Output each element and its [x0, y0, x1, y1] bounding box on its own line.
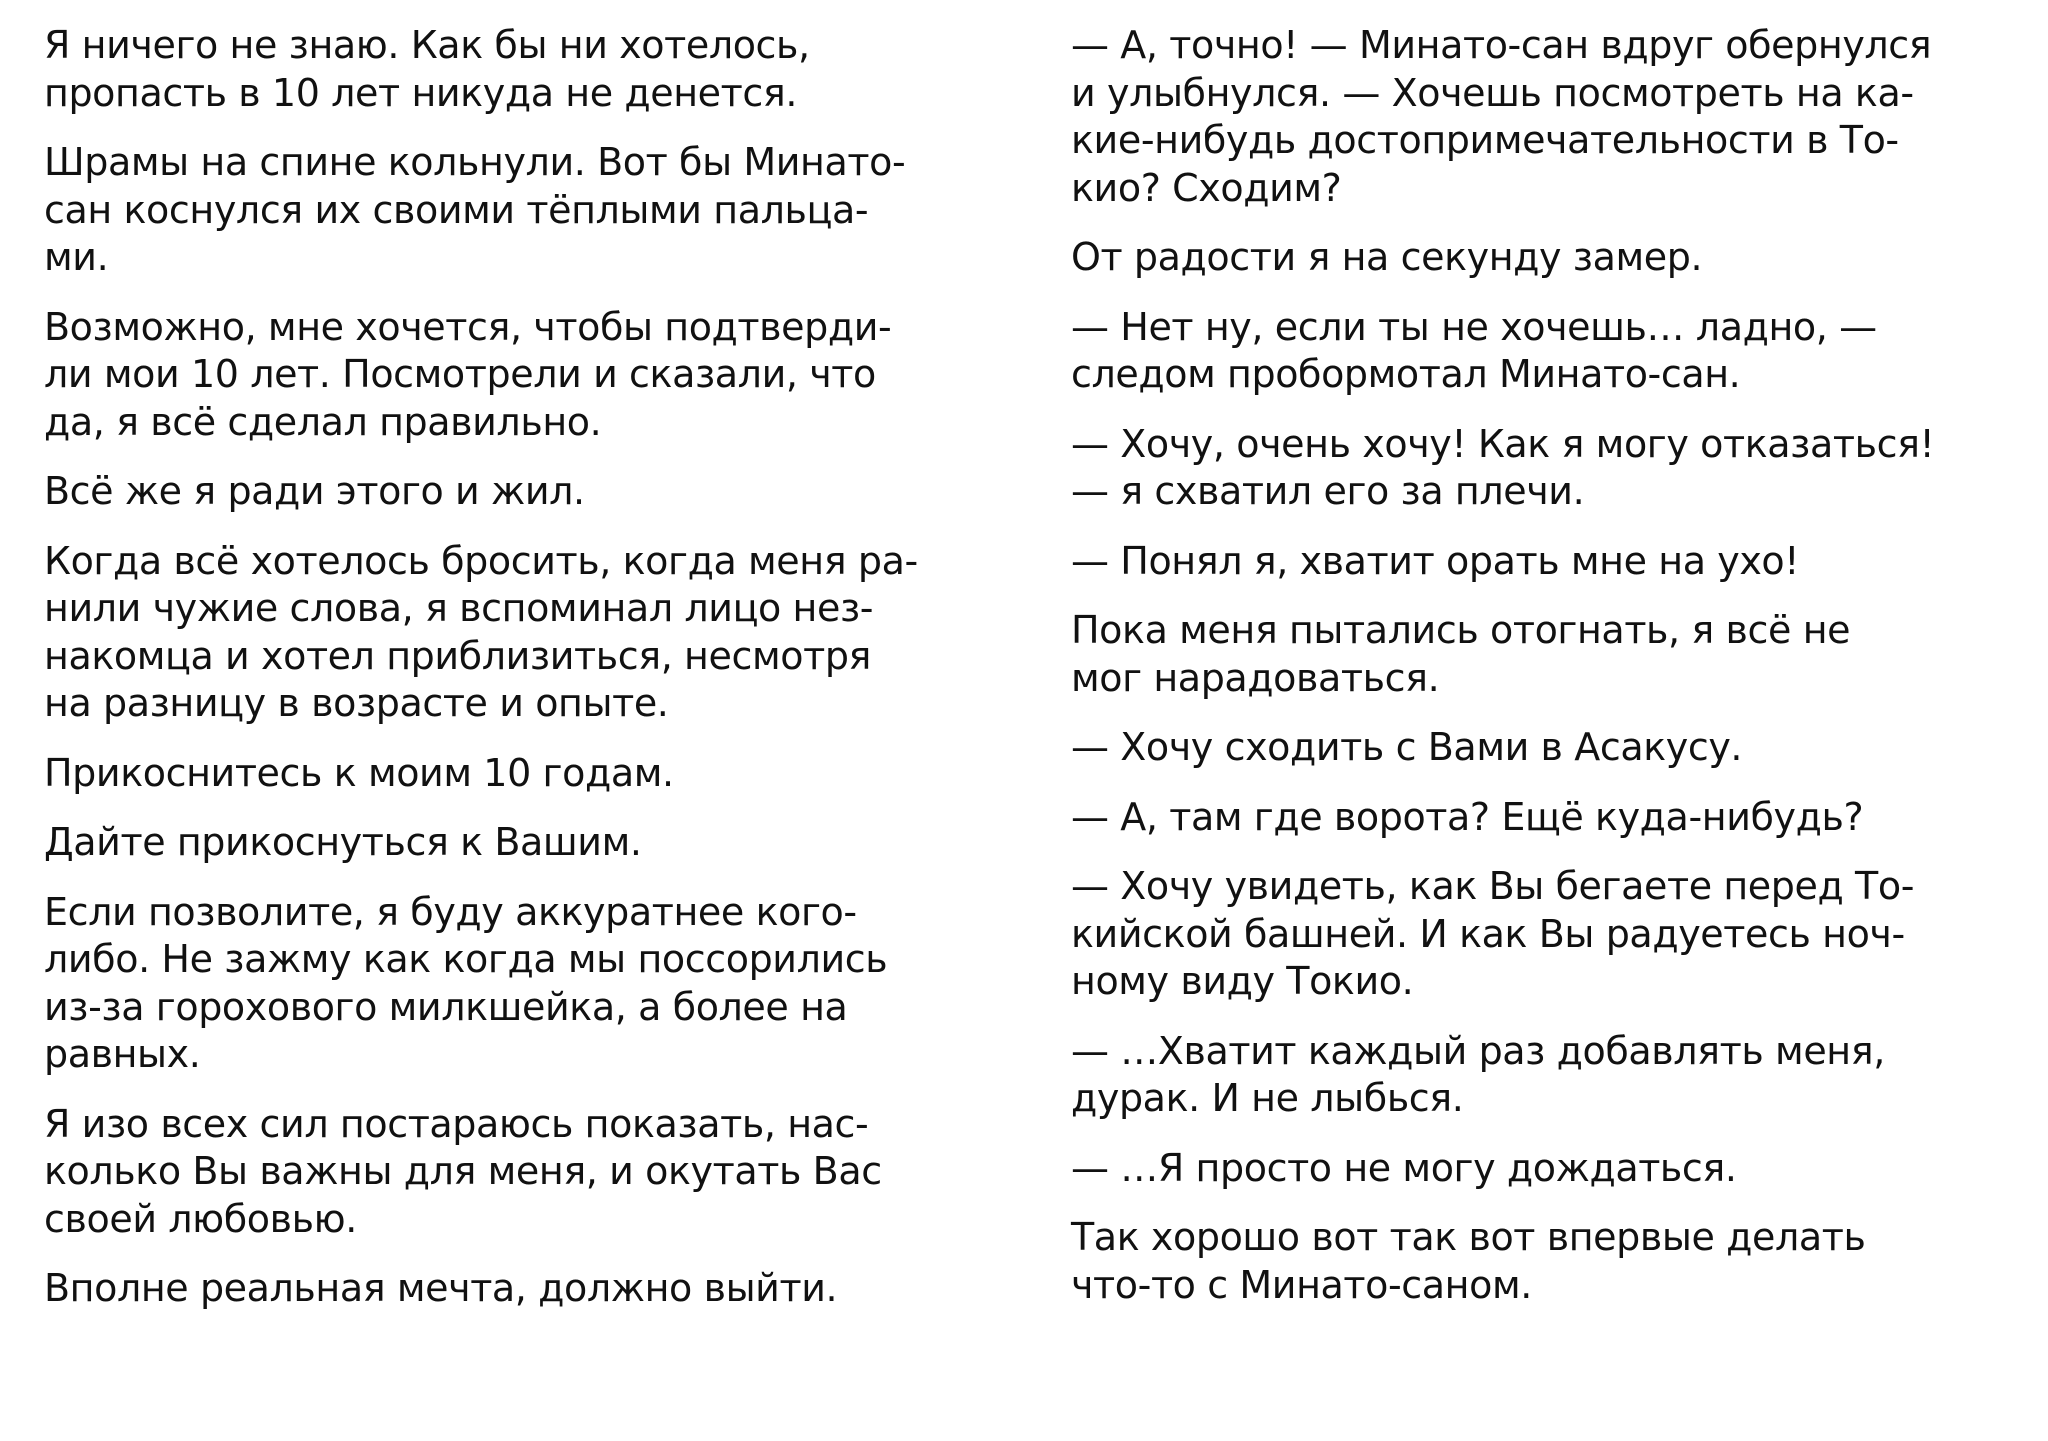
text-line: Всё же я ради этого и жил. [44, 469, 585, 513]
text-line: — …Хватит каждый раз добавлять меня, [1071, 1028, 1885, 1073]
paragraph [1071, 421, 2031, 516]
paragraph [1071, 794, 2031, 842]
text-line: кие-нибудь достопримечательности в То- [1071, 118, 1899, 162]
text-line: дурак. И не лыбься. [1071, 1076, 1464, 1120]
text-line: — А, точно! — Минато-сан вдруг обернулся [1071, 23, 1932, 67]
paragraph [1071, 1214, 2031, 1309]
text-line: что-то с Минато-саном. [1071, 1262, 1532, 1307]
text-line: равных. [44, 1032, 201, 1076]
text-line: на разницу в возрасте и опыте. [44, 681, 669, 725]
text-line: и улыбнулся. — Хочешь посмотреть на ка- [1071, 70, 1914, 115]
text-line: Возможно, мне хочется, чтобы подтверди- [44, 304, 892, 349]
text-line: — я схватил его за плечи. [1071, 469, 1585, 513]
paragraph [1071, 22, 2031, 212]
text-line: следом пробормотал Минато-сан. [1071, 352, 1741, 396]
text-line: нили чужие слова, я вспоминал лицо нез- [44, 586, 874, 630]
text-line: ли мои 10 лет. Посмотрели и сказали, что [44, 352, 876, 396]
text-line: Пока меня пытались отогнать, я всё не [1071, 608, 1851, 652]
text-line: из-за горохового милкшейка, а более на [44, 984, 848, 1029]
paragraph [44, 22, 1014, 117]
paragraph [1071, 1145, 2031, 1193]
text-line: — …Я просто не могу дождаться. [1071, 1145, 1737, 1190]
text-line: Когда всё хотелось бросить, когда меня ра- [44, 538, 918, 583]
text-line: сан коснулся их своими тёплыми пальца- [44, 187, 869, 232]
text-line: От радости я на секунду замер. [1071, 235, 1703, 279]
text-line: — Нет ну, если ты не хочешь… ладно, — [1071, 304, 1877, 349]
text-line: — Хочу увидеть, как Вы бегаете перед То- [1071, 864, 1915, 908]
text-line: Так хорошо вот так вот впервые делать [1071, 1215, 1866, 1259]
text-line: либо. Не зажму как когда мы поссорились [44, 937, 888, 981]
paragraph [1071, 724, 2031, 772]
text-line: накомца и хотел приблизиться, несмотря [44, 633, 871, 678]
paragraph [44, 1101, 1014, 1244]
right-text-column [1071, 22, 2031, 1331]
text-line: Прикоснитесь к моим 10 годам. [44, 750, 674, 795]
text-line: колько Вы важны для меня, и окутать Вас [44, 1149, 882, 1193]
text-line: Я ничего не знаю. Как бы ни хотелось, [44, 23, 810, 67]
paragraph [44, 1265, 1014, 1313]
paragraph [44, 139, 1014, 282]
text-line: Вполне реальная мечта, должно выйти. [44, 1266, 838, 1310]
text-line: мог нарадоваться. [1071, 655, 1440, 700]
text-line: кио? Сходим? [1071, 165, 1342, 210]
left-text-column [44, 22, 1014, 1335]
paragraph [44, 304, 1014, 447]
paragraph [44, 538, 1014, 728]
text-line: Дайте прикоснуться к Вашим. [44, 820, 642, 864]
paragraph [1071, 1028, 2031, 1123]
paragraph [1071, 304, 2031, 399]
paragraph [1071, 863, 2031, 1006]
text-line: да, я всё сделал правильно. [44, 399, 602, 444]
text-line: — Хочу сходить с Вами в Асакусу. [1071, 725, 1743, 769]
text-line: Если позволите, я буду аккуратнее кого- [44, 889, 857, 934]
text-line: ми. [44, 235, 109, 279]
paragraph [44, 750, 1014, 798]
paragraph [1071, 538, 2031, 586]
paragraph [1071, 607, 2031, 702]
text-line: кийской башней. И как Вы радуетесь ноч- [1071, 911, 1905, 956]
paragraph [44, 819, 1014, 867]
text-line: — Хочу, очень хочу! Как я могу отказаться! [1071, 421, 1935, 466]
paragraph [44, 468, 1014, 516]
text-line: Я изо всех сил постараюсь показать, нас- [44, 1101, 869, 1146]
text-line: Шрамы на спине кольнули. Вот бы Минато- [44, 140, 906, 184]
text-line: своей любовью. [44, 1196, 357, 1241]
text-line: ному виду Токио. [1071, 959, 1414, 1003]
text-line: — Понял я, хватит орать мне на ухо! [1071, 538, 1800, 583]
text-line: пропасть в 10 лет никуда не денется. [44, 70, 798, 115]
paragraph [1071, 234, 2031, 282]
text-line: — А, там где ворота? Ещё куда-нибудь? [1071, 794, 1864, 839]
paragraph [44, 889, 1014, 1079]
